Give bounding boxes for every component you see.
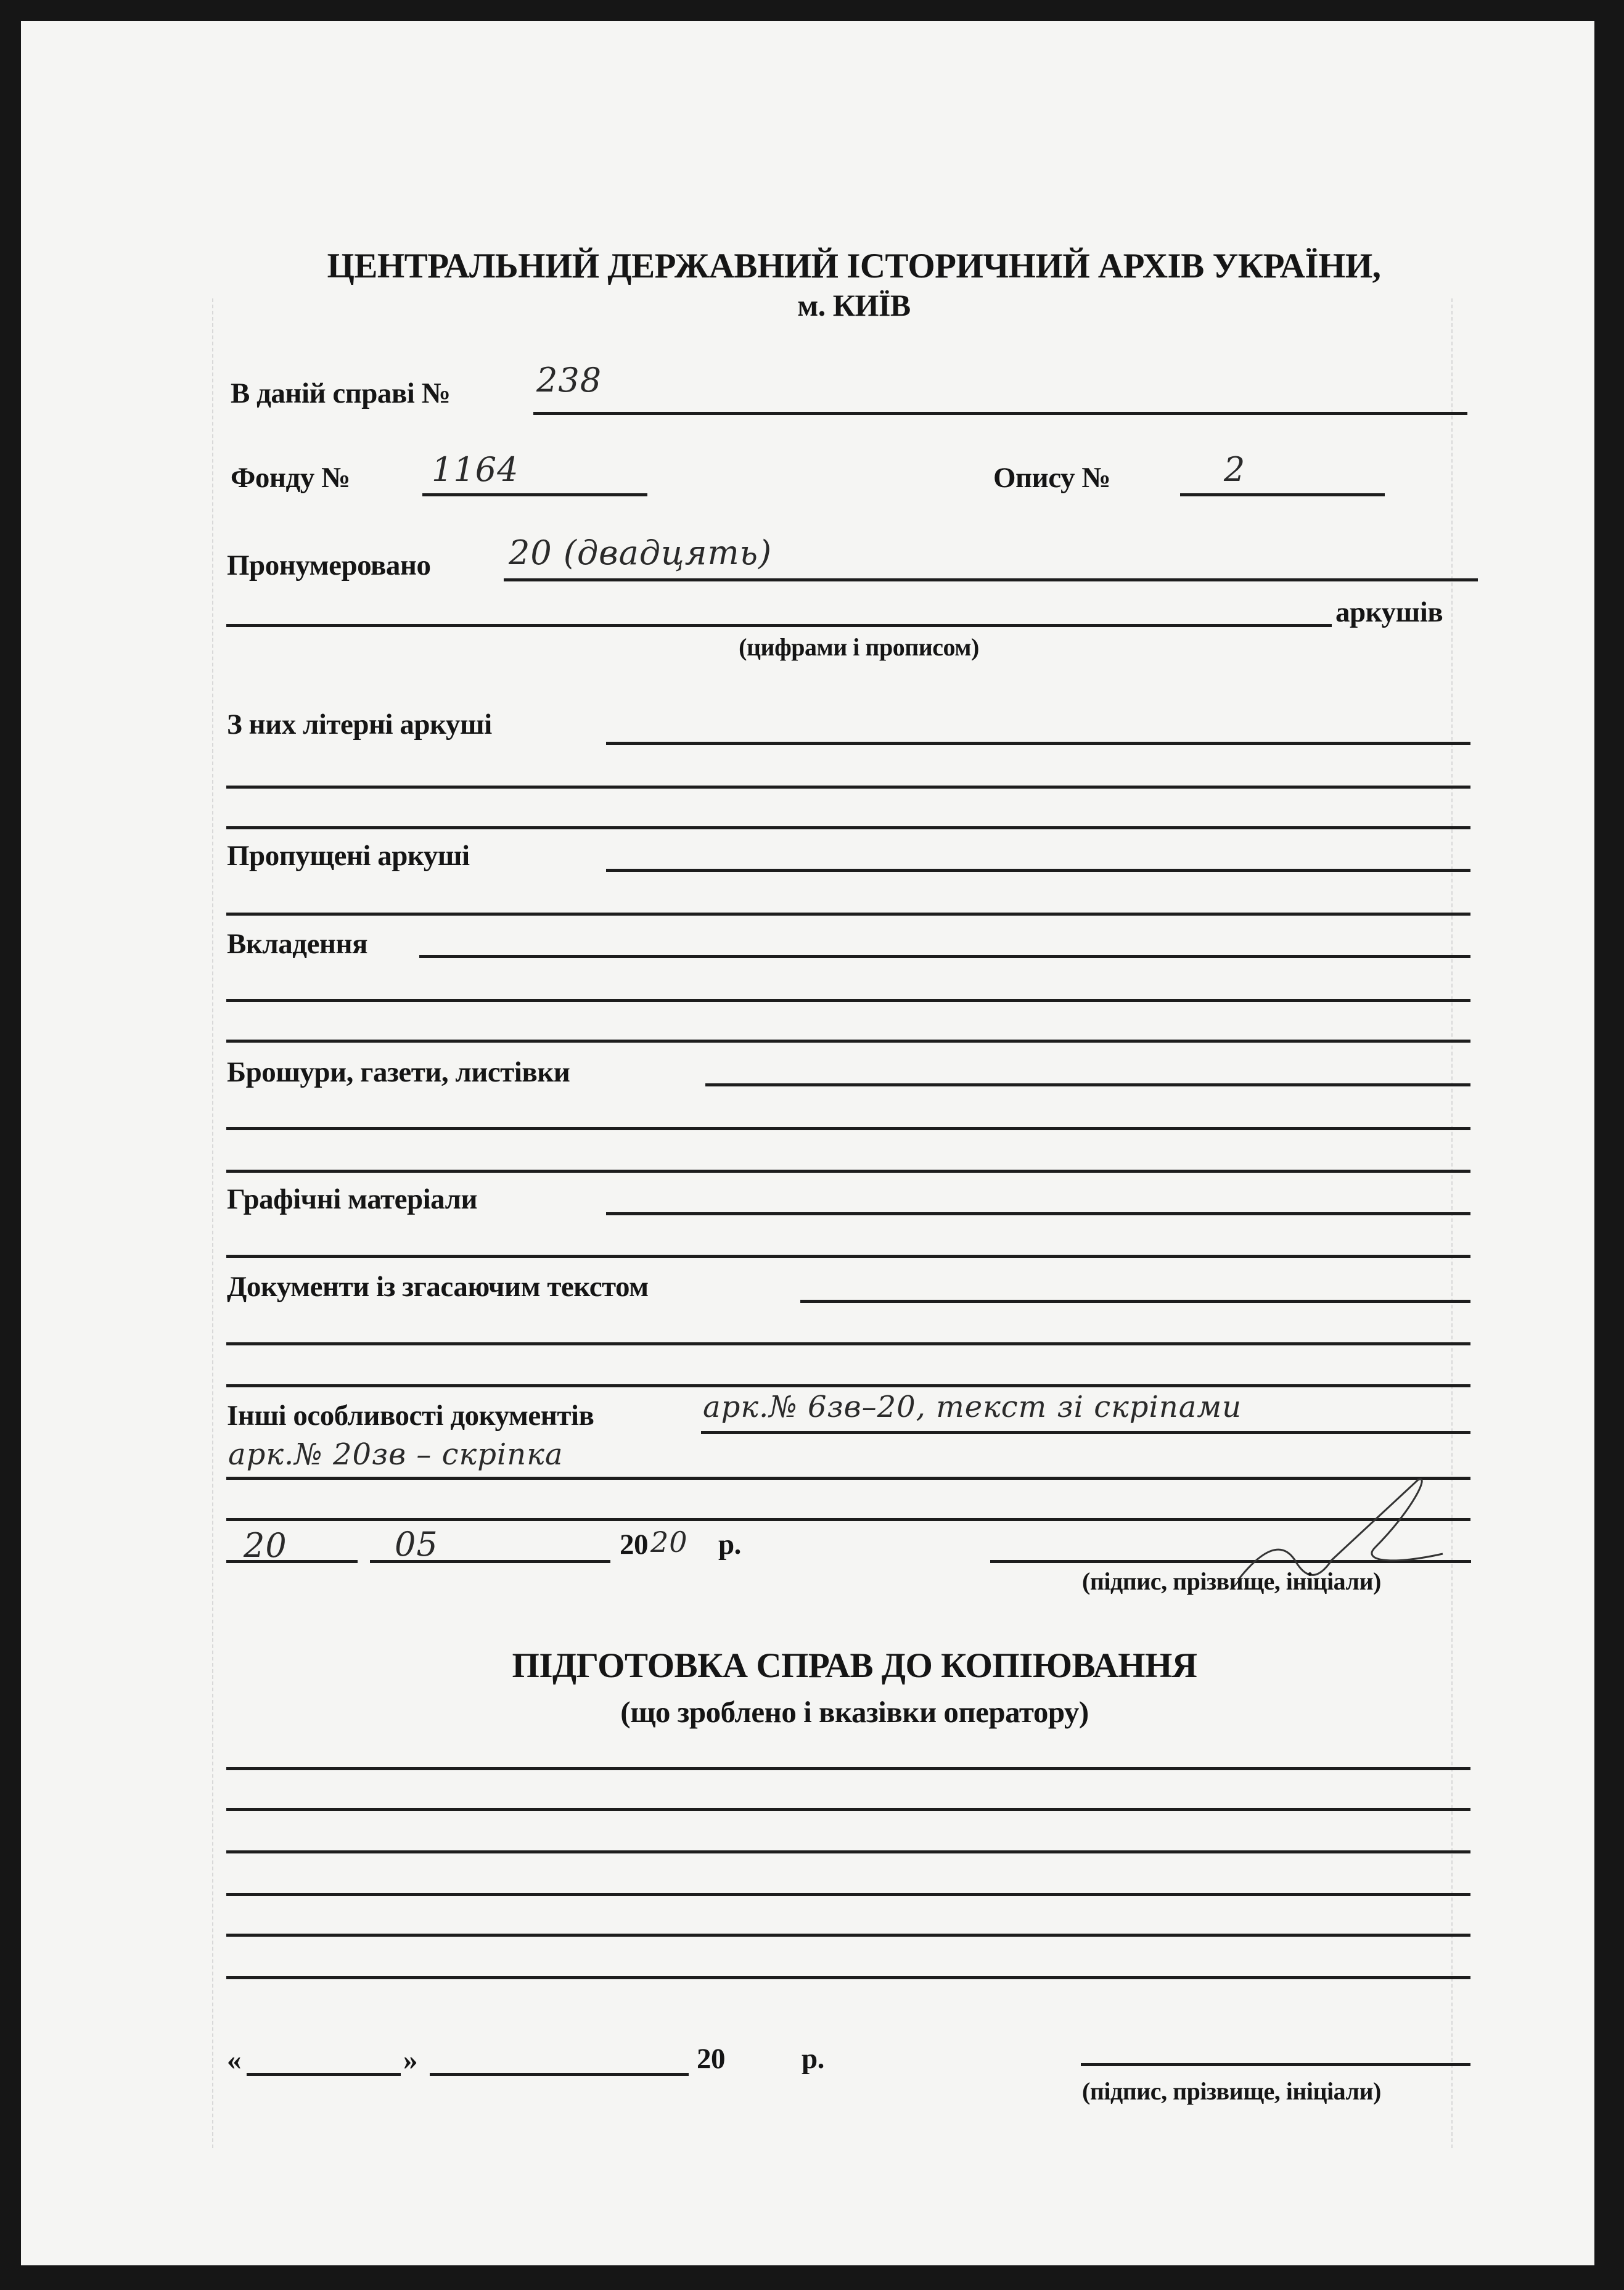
preparation-title: ПІДГОТОВКА СПРАВ ДО КОПІЮВАННЯ bbox=[512, 1646, 1197, 1685]
form-line bbox=[226, 786, 1470, 789]
other-value-line2: арк.№ 20зв – скріпка bbox=[228, 1437, 564, 1472]
date-day-underline bbox=[226, 1560, 358, 1563]
case-label: В даній справі № bbox=[231, 377, 451, 409]
fund-underline bbox=[422, 493, 647, 496]
form-line bbox=[226, 1127, 1470, 1130]
fading-label: Документи із згасаючим текстом bbox=[227, 1271, 649, 1303]
archive-title: ЦЕНТРАЛЬНИЙ ДЕРЖАВНИЙ ІСТОРИЧНИЙ АРХІВ УКРАЇНИ, bbox=[327, 247, 1381, 285]
missing-underline bbox=[606, 869, 1470, 872]
date-suffix: р. bbox=[718, 1529, 741, 1561]
sheets-suffix: аркушів bbox=[1335, 596, 1443, 628]
form-line bbox=[226, 1893, 1470, 1896]
form-line bbox=[226, 1976, 1470, 1979]
signature-caption: (підпис, прізвище, ініціали) bbox=[1082, 1567, 1381, 1595]
graphics-label: Графічні матеріали bbox=[227, 1183, 478, 1215]
date-year-prefix: 20 bbox=[620, 1529, 648, 1561]
numbered-underline bbox=[504, 578, 1478, 581]
bleed-through-line bbox=[1451, 298, 1453, 2148]
form-line bbox=[226, 1342, 1470, 1345]
other-label: Інші особливості документів bbox=[227, 1400, 594, 1432]
form-line bbox=[226, 1255, 1470, 1258]
form-line bbox=[226, 1934, 1470, 1937]
prep-month-underline bbox=[430, 2073, 689, 2076]
fund-value: 1164 bbox=[432, 450, 519, 489]
case-underline bbox=[533, 412, 1467, 415]
numbered-hint: (цифрами і прописом) bbox=[739, 633, 979, 661]
bleed-through-line bbox=[212, 298, 213, 2148]
attachments-label: Вкладення bbox=[227, 928, 368, 960]
quote-open: « bbox=[227, 2044, 241, 2076]
inventory-underline bbox=[1180, 493, 1385, 496]
date-month-underline bbox=[370, 1560, 610, 1563]
preparation-subtitle: (що зроблено і вказівки оператору) bbox=[620, 1695, 1089, 1729]
other-value-line1: арк.№ 6зв–20, текст зі скріпами bbox=[703, 1390, 1242, 1424]
brochures-label: Брошури, газети, листівки bbox=[227, 1056, 570, 1088]
form-line bbox=[226, 913, 1470, 916]
other-underline bbox=[701, 1431, 1470, 1434]
form-line bbox=[226, 999, 1470, 1002]
prep-year-suffix: р. bbox=[802, 2043, 824, 2075]
archive-city: м. КИЇВ bbox=[797, 288, 911, 322]
date-year-value: 20 bbox=[650, 1525, 688, 1559]
brochures-underline bbox=[705, 1083, 1470, 1086]
quote-close: » bbox=[403, 2044, 417, 2076]
inventory-value: 2 bbox=[1224, 450, 1246, 489]
form-line bbox=[226, 1384, 1470, 1387]
prep-signature-line bbox=[1081, 2063, 1470, 2066]
numbered-underline-2 bbox=[226, 624, 1332, 627]
document-page bbox=[21, 21, 1594, 2265]
numbered-value: 20 (двадцять) bbox=[509, 533, 773, 572]
missing-label: Пропущені аркуші bbox=[227, 840, 470, 872]
lettered-label: З них літерні аркуші bbox=[227, 708, 492, 741]
form-line bbox=[226, 826, 1470, 829]
lettered-underline bbox=[606, 742, 1470, 745]
prep-year-prefix: 20 bbox=[697, 2043, 725, 2075]
fund-label: Фонду № bbox=[231, 462, 350, 494]
form-line bbox=[226, 1808, 1470, 1811]
form-line bbox=[226, 1040, 1470, 1043]
attachments-underline bbox=[419, 955, 1470, 958]
form-line bbox=[226, 1767, 1470, 1770]
inventory-label: Опису № bbox=[993, 462, 1110, 494]
prep-signature-caption: (підпис, прізвище, ініціали) bbox=[1082, 2077, 1381, 2105]
prep-day-underline bbox=[247, 2073, 401, 2076]
date-month: 05 bbox=[395, 1525, 438, 1564]
graphics-underline bbox=[606, 1212, 1470, 1215]
case-value: 238 bbox=[536, 361, 602, 400]
fading-underline bbox=[800, 1300, 1470, 1303]
numbered-label: Пронумеровано bbox=[227, 549, 431, 581]
form-line bbox=[226, 1170, 1470, 1173]
date-day: 20 bbox=[244, 1526, 287, 1565]
form-line bbox=[226, 1850, 1470, 1853]
